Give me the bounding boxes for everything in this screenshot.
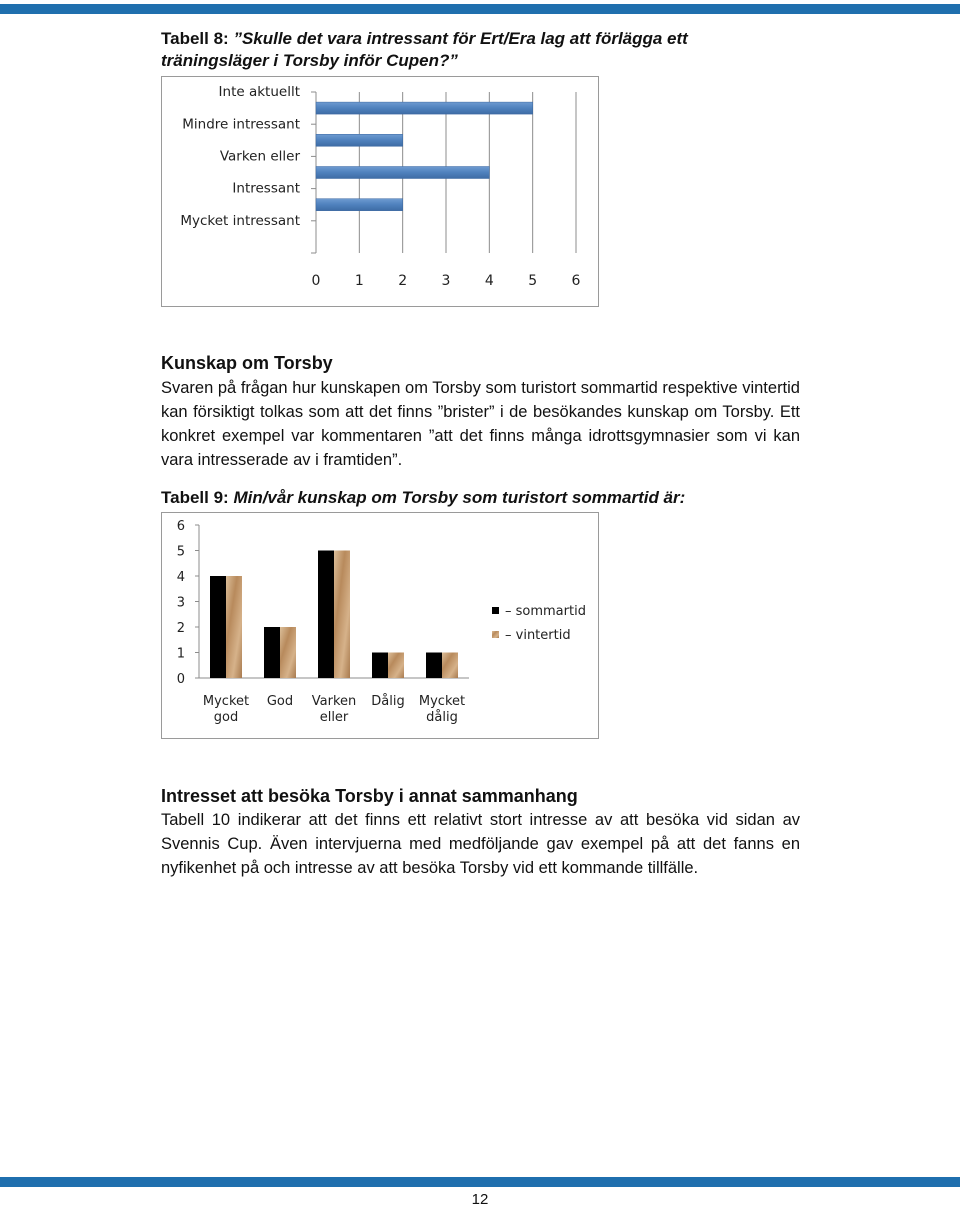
x-tick-label: 5 (528, 273, 538, 289)
caption-question: Min/vår kunskap om Torsby som turistort sommartid är: (233, 488, 686, 507)
x-category-label: Mycket (202, 694, 250, 709)
x-tick-label: 2 (398, 273, 408, 289)
top-band (0, 4, 960, 14)
bar (316, 167, 489, 179)
x-tick-label: 6 (571, 273, 581, 289)
bar (316, 134, 403, 146)
section-heading-kunskap: Kunskap om Torsby (161, 353, 333, 373)
y-category-label: Mycket intressant (180, 212, 300, 229)
bar-sommartid (372, 653, 388, 679)
section-paragraph-intresset: Tabell 10 indikerar att det finns ett relativt stort intresse av att besöka vid sidan av Svennis Cup. Även intervjuerna med medföljande gav exempel på att det fanns en nyfikenhet på och intresse av att besöka Torsby vid ett kommande tillfälle. (161, 811, 800, 877)
caption-label: Tabell 9: (161, 488, 229, 507)
bar-vintertid (388, 653, 404, 679)
caption-label: Tabell 8: (161, 29, 229, 48)
x-tick-label: 4 (484, 273, 494, 289)
bar-vintertid (442, 653, 458, 679)
x-category-label: God (266, 694, 294, 709)
section-heading-intresset: Intresset att besöka Torsby i annat sammanhang (161, 786, 578, 806)
bar-sommartid (264, 627, 280, 678)
caption-question: ”Skulle det vara intressant för Ert/Era lag att förlägga ett träningsläger i Torsby inför Cupen?” (161, 29, 688, 70)
y-tick-label: 0 (176, 672, 185, 687)
x-tick-label: 3 (441, 273, 451, 289)
x-category-label: Varken (311, 694, 357, 709)
y-tick-label: 6 (176, 519, 185, 534)
bar-vintertid (280, 627, 296, 678)
bar-sommartid (210, 576, 226, 678)
page-number: 12 (471, 1191, 489, 1208)
bar (316, 102, 533, 114)
y-tick-label: 1 (176, 646, 185, 662)
bar (316, 199, 403, 211)
y-category-label: Inte aktuellt (218, 84, 300, 101)
chart-tabell-9 (161, 512, 601, 740)
legend-label: – sommartid (505, 604, 586, 619)
caption-tabell-8 (161, 28, 800, 72)
vertical-bar-chart (161, 512, 601, 740)
x-category-label: eller (319, 710, 349, 725)
section-paragraph-kunskap: Svaren på frågan hur kunskapen om Torsby som turistort sommartid respektive vintertid kan försiktigt tolkas som att det finns ”brister” i de besökandes kunskap om Torsby. Ett konkret exempel var kommentaren ”att det finns många idrottsgymnasier som vi kan vara intresserade av i framtiden”. (161, 379, 800, 469)
y-tick-label: 2 (176, 621, 185, 636)
legend-swatch (492, 631, 499, 638)
x-category-label: Mycket (418, 694, 466, 709)
x-tick-label: 0 (311, 273, 321, 289)
legend-label: – vintertid (505, 628, 571, 643)
y-tick-label: 5 (176, 544, 185, 560)
x-tick-label: 1 (354, 273, 364, 289)
bar-vintertid (226, 576, 242, 678)
bar-sommartid (426, 653, 442, 679)
x-category-label: dålig (426, 710, 458, 725)
y-tick-label: 3 (176, 595, 185, 611)
y-category-label: Intressant (232, 180, 300, 197)
bar-sommartid (318, 551, 334, 679)
chart-tabell-8 (161, 76, 601, 308)
bar-vintertid (334, 551, 350, 679)
x-category-label: Dålig (371, 694, 405, 709)
y-tick-label: 4 (176, 570, 185, 585)
caption-tabell-9 (161, 487, 800, 509)
y-category-label: Mindre intressant (182, 116, 300, 133)
horizontal-bar-chart (161, 76, 601, 308)
legend-swatch (492, 607, 499, 614)
bottom-band (0, 1177, 960, 1187)
x-category-label: god (213, 710, 239, 725)
y-category-label: Varken eller (219, 148, 300, 165)
